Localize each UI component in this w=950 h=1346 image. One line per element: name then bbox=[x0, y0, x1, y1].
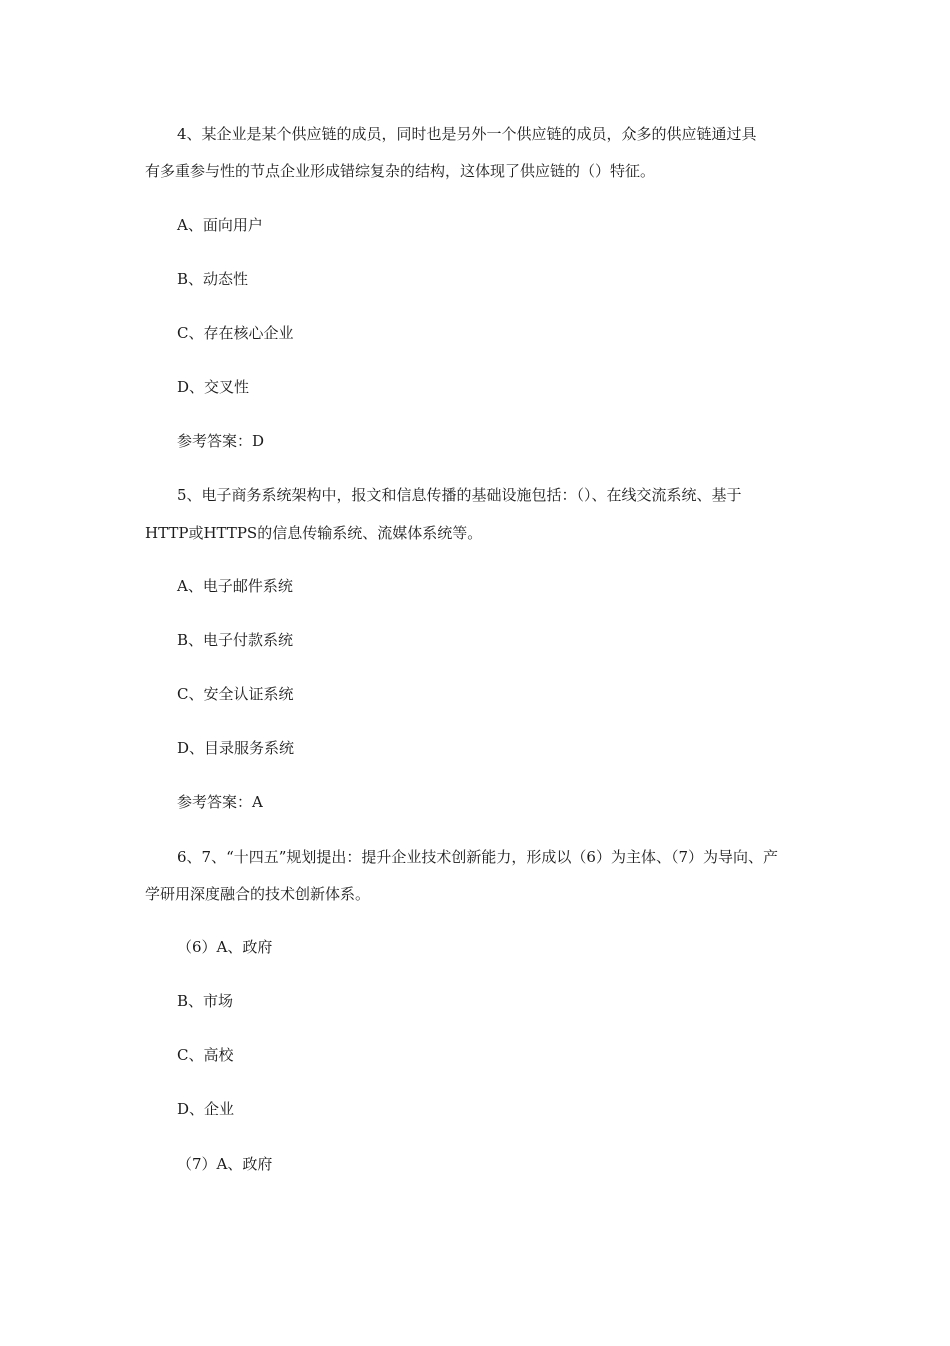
question-4-stem-line-2: 有多重参与性的节点企业形成错综复杂的结构，这体现了供应链的（）特征。 bbox=[145, 162, 656, 180]
question-5-option-c: C、安全认证系统 bbox=[177, 685, 294, 703]
question-6-option-d: D、企业 bbox=[177, 1100, 235, 1118]
question-5-option-a: A、电子邮件系统 bbox=[177, 577, 293, 595]
question-4-stem-line-1: 4、某企业是某个供应链的成员，同时也是另外一个供应链的成员，众多的供应链通过具 bbox=[177, 125, 757, 143]
question-4-option-c: C、存在核心企业 bbox=[177, 324, 294, 342]
question-6-option-c: C、高校 bbox=[177, 1046, 234, 1064]
question-4-answer: 参考答案：D bbox=[177, 432, 265, 450]
question-5-option-d: D、目录服务系统 bbox=[177, 739, 295, 757]
question-5-option-b: B、电子付款系统 bbox=[177, 631, 294, 649]
question-5-stem-line-1: 5、电子商务系统架构中，报文和信息传播的基础设施包括：（）、在线交流系统、基于 bbox=[177, 486, 742, 504]
question-67-stem-line-1: 6、7、“十四五”规划提出：提升企业技术创新能力，形成以（6）为主体、（7）为导向、产 bbox=[177, 848, 779, 866]
question-4-option-b: B、动态性 bbox=[177, 270, 249, 288]
question-4-option-a: A、面向用户 bbox=[177, 216, 263, 234]
question-7-option-a: （7）A、政府 bbox=[177, 1155, 273, 1173]
question-5-answer: 参考答案：A bbox=[177, 793, 263, 811]
question-4-option-d: D、交叉性 bbox=[177, 378, 250, 396]
question-5-stem-line-2: HTTP或HTTPS的信息传输系统、流媒体系统等。 bbox=[145, 524, 483, 542]
question-6-option-b: B、市场 bbox=[177, 992, 234, 1010]
question-67-stem-line-2: 学研用深度融合的技术创新体系。 bbox=[145, 885, 371, 903]
question-6-option-a: （6）A、政府 bbox=[177, 938, 273, 956]
